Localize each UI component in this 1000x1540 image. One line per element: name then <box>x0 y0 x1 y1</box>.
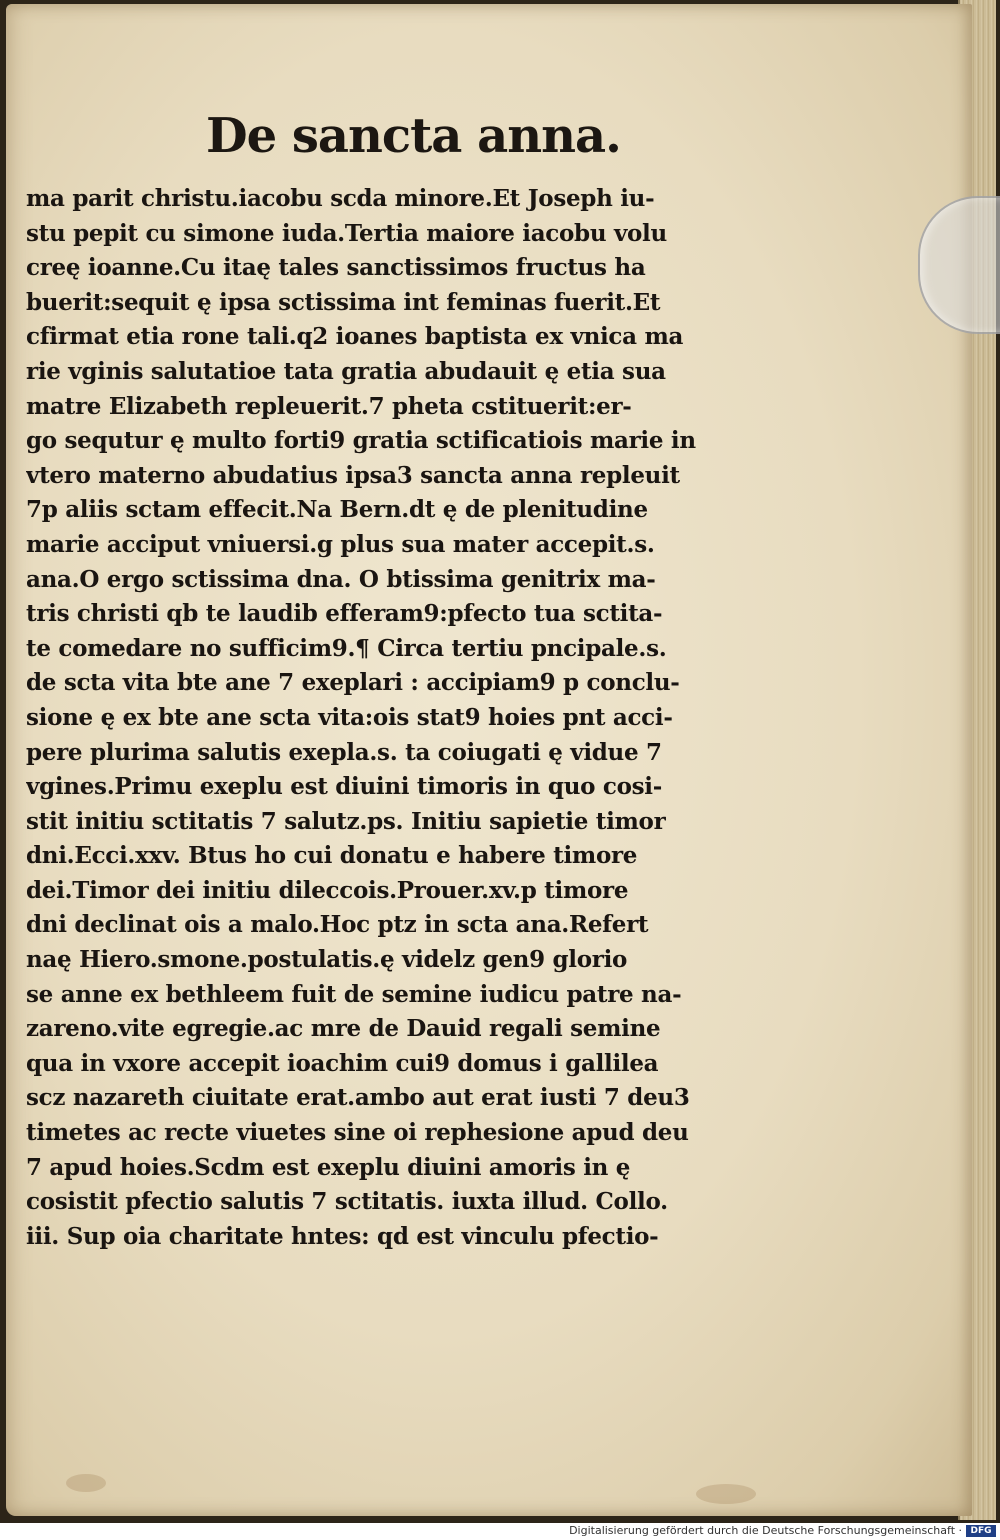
text-line: cfirmat etia rone tali.q2 ioanes baptista ex vnica ma <box>26 323 684 351</box>
text-line: 7p aliis sctam effecit.Na Bern.dt ę de plenitudine <box>26 496 648 524</box>
running-head: De sancta anna. <box>206 108 621 164</box>
text-line: te comedare no sufficim9.¶ Circa tertiu pncipale.s. <box>26 634 667 662</box>
text-line: dei.Timor dei initiu dileccois.Prouer.xv.p timore <box>26 876 629 904</box>
text-line: naę Hiero.smone.postulatis.ę videlz gen9 glorio <box>26 946 628 974</box>
text-line: rie vginis salutatioe tata gratia abudauit ę etia sua <box>26 357 666 385</box>
text-line: ana.O ergo sctissima dna. O btissima genitrix ma‑ <box>26 565 656 593</box>
text-line: matre Elizabeth repleuerit.7 pheta cstituerit:er‑ <box>26 392 632 420</box>
text-line: vtero materno abudatius ipsa3 sancta anna repleuit <box>26 461 680 489</box>
text-line: de scta vita bte ane 7 exeplari : accipiam9 p conclu‑ <box>26 669 680 697</box>
text-line: stu pepit cu simone iuda.Tertia maiore iacobu volu <box>26 219 667 247</box>
text-line: stit initiu sctitatis 7 salutz.ps. Initiu sapietie timor <box>26 807 666 835</box>
text-line: 7 apud hoies.Scdm est exeplu diuini amoris in ę <box>26 1153 631 1181</box>
text-line: creę ioanne.Cu itaę tales sanctissimos fructus ha <box>26 254 646 282</box>
text-line: buerit:sequit ę ipsa sctissima int feminas fuerit.Et <box>26 288 661 316</box>
text-line: dni declinat ois a malo.Hoc ptz in scta ana.Refert <box>26 911 649 939</box>
text-line: timetes ac recte viuetes sine oi rephesione apud deu <box>26 1119 689 1147</box>
text-line: sione ę ex bte ane scta vita:ois stat9 hoies pnt acci‑ <box>26 703 673 731</box>
text-line: se anne ex bethleem fuit de semine iudicu patre na‑ <box>26 980 682 1008</box>
text-line: pere plurima salutis exepla.s. ta coiugati ę vidue 7 <box>26 738 662 766</box>
text-line: cosistit pfectio salutis 7 sctitatis. iuxta illud. Collo. <box>26 1188 668 1216</box>
text-line: ma parit christu.iacobu scda minore.Et Joseph iu‑ <box>26 185 655 212</box>
dfg-logo: DFG <box>966 1525 996 1537</box>
page-stain <box>696 1484 756 1504</box>
text-line: scz nazareth ciuitate erat.ambo aut erat iusti 7 deu3 <box>26 1084 690 1112</box>
text-line: tris christi qb te laudib efferam9:pfecto tua sctita‑ <box>26 600 663 628</box>
text-block <box>26 182 776 1254</box>
text-line: zareno.vite egregie.ac mre de Dauid regali semine <box>26 1015 661 1043</box>
text-line: go sequtur ę multo forti9 gratia sctificatiois marie in <box>26 427 696 455</box>
page-stain <box>66 1474 106 1492</box>
text-line: qua in vxore accepit ioachim cui9 domus i gallilea <box>26 1049 659 1077</box>
text-line: dni.Ecci.xxv. Btus ho cui donatu e habere timore <box>26 842 638 870</box>
footer-credit-text: Digitalisierung gefördert durch die Deutsche Forschungsgemeinschaft · <box>569 1524 962 1537</box>
text-line: iii. Sup oia charitate hntes: qd est vinculu pfectio‑ <box>26 1222 659 1250</box>
text-line: marie acciput vniuersi.g plus sua mater accepit.s. <box>26 530 655 558</box>
text-line: vgines.Primu exeplu est diuini timoris in quo cosi‑ <box>26 773 662 801</box>
